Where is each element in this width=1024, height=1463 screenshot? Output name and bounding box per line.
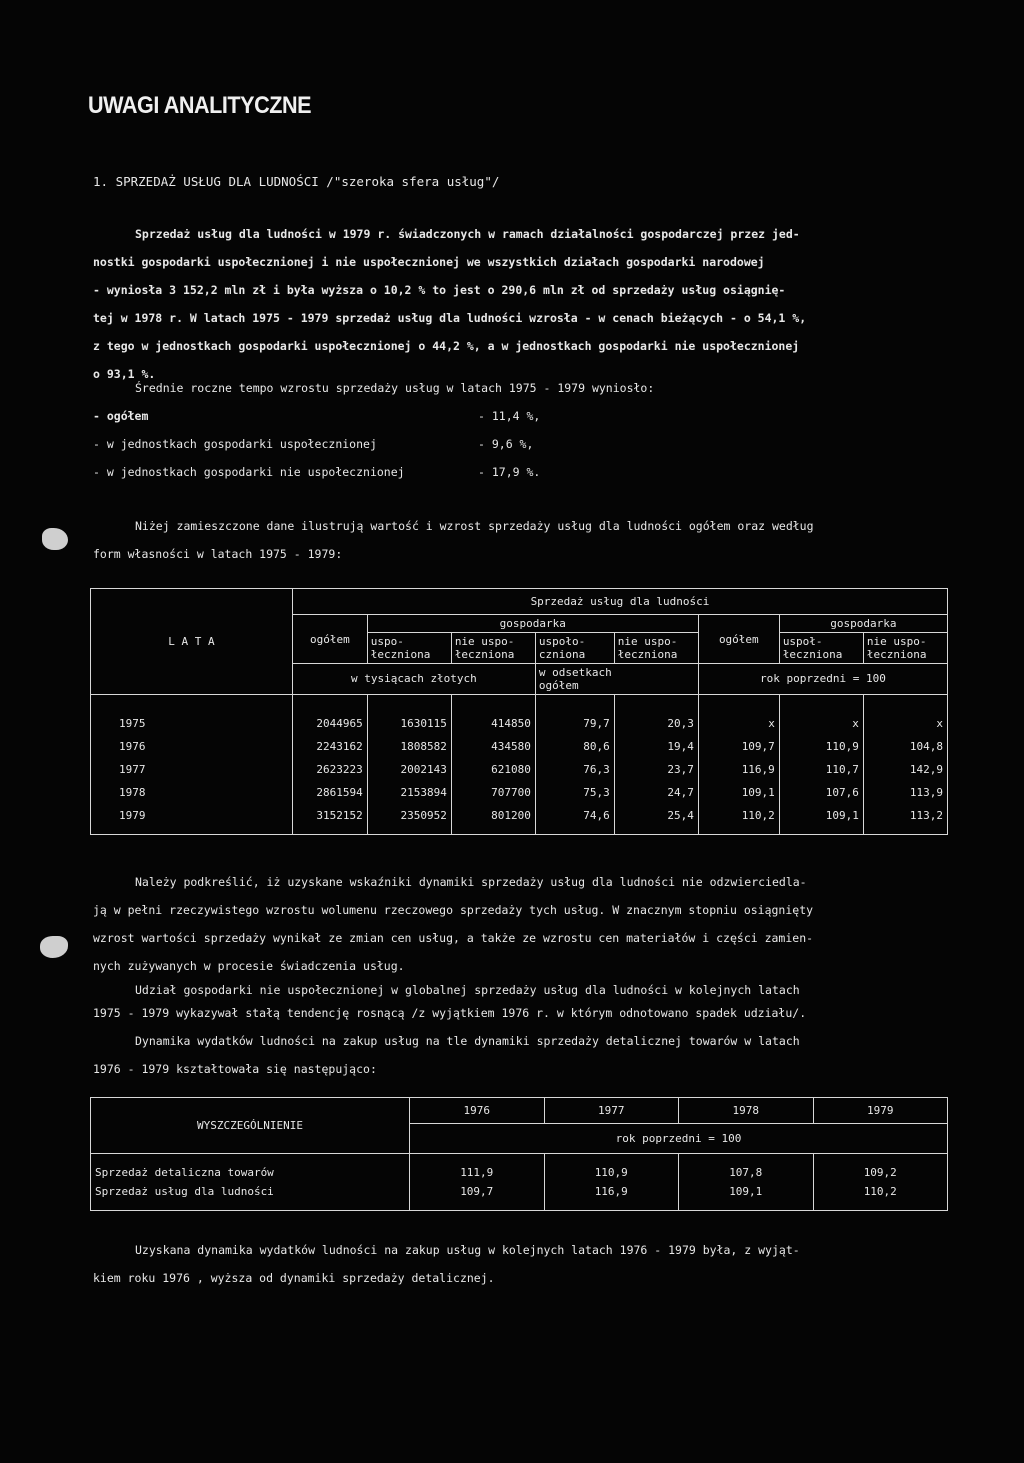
cell: 23,7	[614, 758, 698, 781]
cell: 2153894	[367, 781, 451, 804]
row-year: 1977	[91, 758, 293, 781]
col-header-ogolem: ogółem	[292, 615, 367, 664]
cell: 76,3	[535, 758, 614, 781]
intro-line: o 93,1 %.	[93, 367, 156, 381]
cell: 116,9	[544, 1182, 679, 1211]
table-row	[91, 758, 948, 781]
cell: x	[698, 695, 779, 736]
cell: 79,7	[535, 695, 614, 736]
cell: 25,4	[614, 804, 698, 835]
cell: 109,1	[679, 1182, 814, 1211]
col-header-lata: L A T A	[91, 589, 293, 695]
cell: 113,9	[863, 781, 947, 804]
table-row	[91, 781, 948, 804]
col-header-nieuspol: nie uspo- łeczniona	[451, 633, 535, 664]
cell: 116,9	[698, 758, 779, 781]
cell: 621080	[451, 758, 535, 781]
row-year: 1978	[91, 781, 293, 804]
dynamika-line: 1976 - 1979 kształtowała się następująco:	[93, 1062, 377, 1076]
cell: 111,9	[410, 1154, 545, 1183]
row-year: 1976	[91, 735, 293, 758]
cell: 74,6	[535, 804, 614, 835]
cell: 414850	[451, 695, 535, 736]
cell: 109,2	[813, 1154, 948, 1183]
cell: 1808582	[367, 735, 451, 758]
after-line: ją w pełni rzeczywistego wzrostu wolumenu rzeczowego sprzedaży tych usług. W znacznym stopniu osiągnięty	[93, 903, 814, 917]
cell: 110,2	[813, 1182, 948, 1211]
unit-index: rok poprzedni = 100	[698, 664, 947, 695]
cell: 24,7	[614, 781, 698, 804]
tempo-label: - w jednostkach gospodarki nie uspołecznionej	[93, 465, 405, 479]
col-header-ogolem-index: ogółem	[698, 615, 779, 664]
cell: 109,7	[410, 1182, 545, 1211]
unit-percent: w odsetkach ogółem	[535, 664, 698, 695]
table-row	[91, 804, 948, 835]
cell: 801200	[451, 804, 535, 835]
closing-line: kiem roku 1976 , wyższa od dynamiki sprzedaży detalicznej.	[93, 1271, 495, 1285]
udzial-line: 1975 - 1979 wykazywał stałą tendencję rosnącą /z wyjątkiem 1976 r. w którym odnotowano spadek udziału/.	[93, 1006, 807, 1020]
intro-line: - wyniosła 3 152,2 mln zł i była wyższa o 10,2 % to jest o 290,6 mln zł od sprzedaży usług osiągnię-	[93, 283, 786, 297]
cell: 2243162	[292, 735, 367, 758]
col-header-nieuspol-pct: nie uspo- łeczniona	[614, 633, 698, 664]
cell: 707700	[451, 781, 535, 804]
tempo-value: - 17,9 %.	[478, 465, 541, 479]
tempo-value: - 9,6 %,	[478, 437, 534, 451]
col-header-nieuspol-index: nie uspo- łeczniona	[863, 633, 947, 664]
tempo-label: - ogółem	[93, 409, 149, 423]
cell: 107,8	[679, 1154, 814, 1183]
after-line: nych zużywanych w procesie świadczenia usług.	[93, 959, 405, 973]
section-title: 1. SPRZEDAŻ USŁUG DLA LUDNOŚCI /"szeroka sfera usług"/	[93, 174, 500, 189]
cell: 109,7	[698, 735, 779, 758]
udzial-line: Udział gospodarki nie uspołecznionej w globalnej sprzedaży usług dla ludności w kolejnych latach	[135, 983, 800, 997]
col-header-year: 1978	[679, 1098, 814, 1124]
intro-line: tej w 1978 r. W latach 1975 - 1979 sprzedaż usług dla ludności wzrosła - w cenach bieżących - o 54,1 %,	[93, 311, 807, 325]
cell: 1630115	[367, 695, 451, 736]
col-header-uspol-index: uspoł- łeczniona	[779, 633, 863, 664]
cell: 110,7	[779, 758, 863, 781]
table-row	[91, 1182, 948, 1211]
cell: 3152152	[292, 804, 367, 835]
table-row	[91, 735, 948, 758]
cell: 2623223	[292, 758, 367, 781]
intro-line: z tego w jednostkach gospodarki uspołecznionej o 44,2 %, a w jednostkach gospodarki nie uspołecznionej	[93, 339, 800, 353]
page-heading: UWAGI ANALITYCZNE	[88, 92, 312, 119]
row-year: 1979	[91, 804, 293, 835]
tempo-value: - 11,4 %,	[478, 409, 541, 423]
cell: 2044965	[292, 695, 367, 736]
unit-index: rok poprzedni = 100	[410, 1124, 948, 1154]
scan-smudge	[40, 936, 68, 958]
cell: 20,3	[614, 695, 698, 736]
col-header-year: 1976	[410, 1098, 545, 1124]
after-line: wzrost wartości sprzedaży wynikał ze zmian cen usług, a także ze wzrostu cen materiałów i części zamien-	[93, 931, 814, 945]
cell: 2002143	[367, 758, 451, 781]
col-header-uspol: uspo- łeczniona	[367, 633, 451, 664]
cell: 110,2	[698, 804, 779, 835]
col-header-gospodarka-index: gospodarka	[779, 615, 947, 633]
cell: 110,9	[544, 1154, 679, 1183]
col-header-uspol-pct: uspoło- czniona	[535, 633, 614, 664]
tempo-intro: Średnie roczne tempo wzrostu sprzedaży usług w latach 1975 - 1979 wyniosło:	[135, 381, 655, 395]
cell: 2861594	[292, 781, 367, 804]
table-row	[91, 1154, 948, 1183]
cell: 110,9	[779, 735, 863, 758]
cell: x	[863, 695, 947, 736]
dynamika-line: Dynamika wydatków ludności na zakup usług na tle dynamiki sprzedaży detalicznej towarów w latach	[135, 1034, 800, 1048]
comparison-table	[90, 1097, 948, 1211]
row-year: 1975	[91, 695, 293, 736]
row-label: Sprzedaż usług dla ludności	[91, 1182, 410, 1211]
scan-smudge	[42, 528, 68, 550]
cell: 104,8	[863, 735, 947, 758]
row-label: Sprzedaż detaliczna towarów	[91, 1154, 410, 1183]
tempo-label: - w jednostkach gospodarki uspołecznionej	[93, 437, 377, 451]
cell: 109,1	[779, 804, 863, 835]
closing-line: Uzyskana dynamika wydatków ludności na zakup usług w kolejnych latach 1976 - 1979 była, z wyjąt-	[135, 1243, 800, 1257]
unit-thousands: w tysiącach złotych	[292, 664, 535, 695]
cell: 434580	[451, 735, 535, 758]
cell: x	[779, 695, 863, 736]
super-header: Sprzedaż usług dla ludności	[292, 589, 947, 615]
col-header-year: 1979	[813, 1098, 948, 1124]
cell: 109,1	[698, 781, 779, 804]
cell: 75,3	[535, 781, 614, 804]
intro-line: Sprzedaż usług dla ludności w 1979 r. świadczonych w ramach działalności gospodarczej przez jed-	[135, 227, 800, 241]
cell: 19,4	[614, 735, 698, 758]
table-intro-line: Niżej zamieszczone dane ilustrują wartość i wzrost sprzedaży usług dla ludności ogółem oraz według	[135, 519, 814, 533]
table-row	[91, 695, 948, 736]
sales-table	[90, 588, 948, 835]
cell: 107,6	[779, 781, 863, 804]
cell: 2350952	[367, 804, 451, 835]
col-header-label: WYSZCZEGÓLNIENIE	[91, 1098, 410, 1154]
after-line: Należy podkreślić, iż uzyskane wskaźniki dynamiki sprzedaży usług dla ludności nie odzwierciedla-	[135, 875, 807, 889]
cell: 80,6	[535, 735, 614, 758]
cell: 113,2	[863, 804, 947, 835]
intro-line: nostki gospodarki uspołecznionej i nie uspołecznionej we wszystkich działach gospodarki narodowej	[93, 255, 765, 269]
col-header-year: 1977	[544, 1098, 679, 1124]
col-header-gospodarka: gospodarka	[367, 615, 698, 633]
cell: 142,9	[863, 758, 947, 781]
table-intro-line: form własności w latach 1975 - 1979:	[93, 547, 343, 561]
